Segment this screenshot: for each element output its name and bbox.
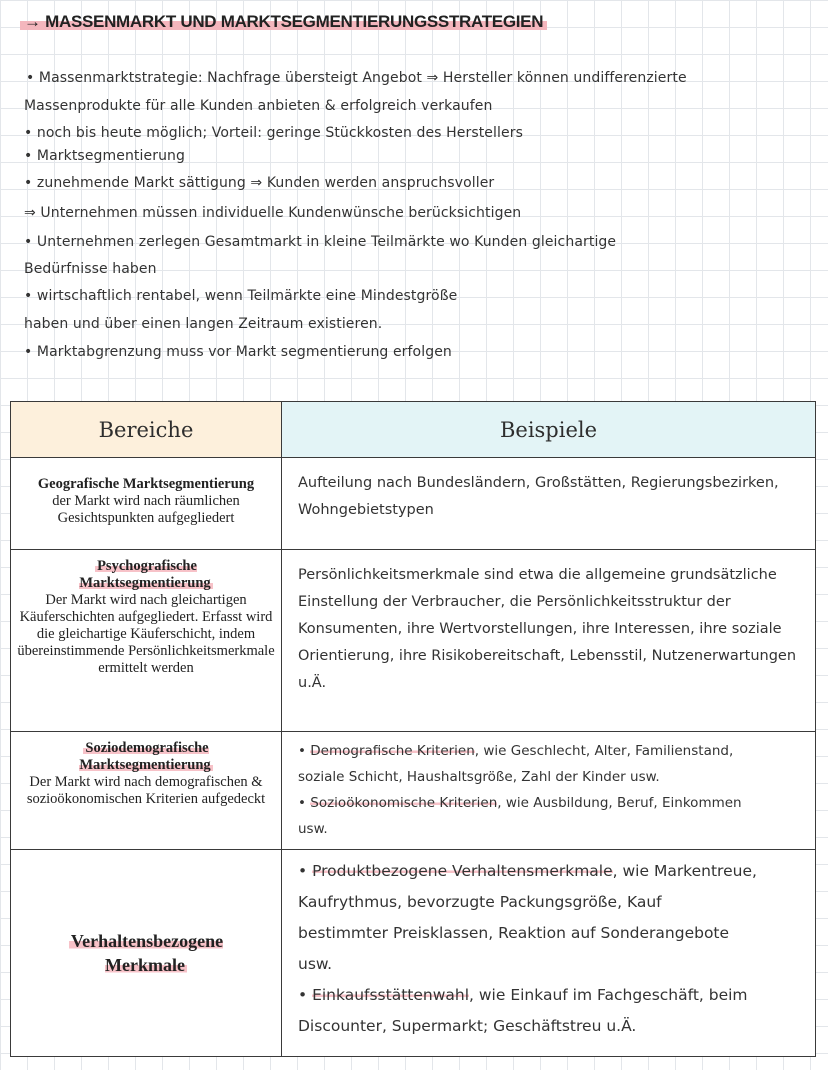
note-line: haben und über einen langen Zeitraum existieren.: [24, 316, 383, 332]
table-row: [11, 850, 816, 1057]
note-line: • Massenmarktstrategie: Nachfrage übersteigt Angebot ⇒ Hersteller können undifferenzierte: [26, 70, 687, 86]
beispiel-cell: [282, 550, 816, 732]
bereich-text: Der Markt wird nach gleichartigen Käuferschichten aufgegliedert. Erfasst wird die gleichartige Käuferschicht, indem übereinstimmende Persönlichkeitsmerkmale ermittelt werden: [17, 592, 275, 676]
bereich-title: Geografische Marktsegmentierung: [37, 476, 255, 492]
demografisch-highlight: Demografische Kriterien: [310, 743, 475, 759]
beispiel-cell: [282, 732, 816, 850]
header-bereiche: Bereiche: [11, 402, 282, 458]
note-line: Massenprodukte für alle Kunden anbieten & erfolgreich verkaufen: [24, 98, 493, 114]
beispiel-line: Kaufrythmus, bevorzugte Packungsgröße, Kauf: [298, 893, 662, 911]
beispiel-line: Persönlichkeitsmerkmale sind etwa die allgemeine grundsätzliche: [298, 567, 777, 583]
bereich-cell: [11, 550, 282, 732]
bereich-text: der Markt wird nach räumlichen Gesichtspunkten aufgegliedert: [52, 493, 240, 526]
note-line: • Marktabgrenzung muss vor Markt segmentierung erfolgen: [24, 344, 452, 360]
note-line: ⇒ Unternehmen müssen individuelle Kundenwünsche berücksichtigen: [24, 205, 522, 221]
beispiel-line: • Produktbezogene Verhaltensmerkmale, wie Markentreue,: [298, 862, 757, 880]
note-line: • wirtschaftlich rentabel, wenn Teilmärkte eine Mindestgröße: [24, 288, 458, 304]
bereich-cell: [11, 458, 282, 550]
beispiel-line: soziale Schicht, Haushaltsgröße, Zahl der Kinder usw.: [298, 769, 660, 785]
soziooekonomisch-highlight: Sozioökonomische Kriterien: [310, 795, 498, 811]
bereich-cell: [11, 850, 282, 1057]
bereich-title: Soziodemografische Marktsegmentierung: [79, 740, 211, 773]
note-line: Bedürfnisse haben: [24, 261, 157, 277]
beispiel-line: bestimmter Preisklassen, Reaktion auf Sonderangebote: [298, 924, 730, 942]
beispiel-line: • Einkaufsstättenwahl, wie Einkauf im Fachgeschäft, beim: [298, 986, 748, 1004]
bereich-cell: [11, 732, 282, 850]
table-row: [11, 458, 816, 550]
note-line: • Marktsegmentierung: [24, 148, 186, 164]
beispiel-line: Aufteilung nach Bundesländern, Großstätten, Regierungsbezirken,: [298, 475, 779, 491]
bereich-title: Psychografische Marktsegmentierung: [79, 558, 211, 591]
beispiel-line: Discounter, Supermarkt; Geschäftstreu u.Ä.: [298, 1017, 637, 1035]
header-beispiele: Beispiele: [282, 402, 816, 458]
beispiel-cell: [282, 850, 816, 1057]
page-title: → MASSENMARKT UND MARKTSEGMENTIERUNGSSTRATEGIEN: [20, 12, 547, 32]
table-header-row: [11, 402, 816, 458]
produktbezogen-highlight: Produktbezogene Verhaltensmerkmale: [312, 862, 613, 880]
beispiel-line: Wohngebietstypen: [298, 502, 434, 518]
beispiel-line: • Sozioökonomische Kriterien, wie Ausbildung, Beruf, Einkommen: [298, 795, 742, 811]
segmentation-table: [10, 401, 816, 1057]
beispiel-line: Einstellung der Verbraucher, die Persönlichkeitsstruktur der: [298, 594, 731, 610]
beispiel-line: usw.: [298, 821, 328, 837]
beispiel-line: • Demografische Kriterien, wie Geschlecht, Alter, Familienstand,: [298, 743, 734, 759]
notes-section: [0, 0, 828, 380]
note-line: • noch bis heute möglich; Vorteil: geringe Stückkosten des Herstellers: [24, 125, 523, 141]
beispiel-line: usw.: [298, 955, 333, 973]
beispiel-line: u.Ä.: [298, 675, 327, 691]
einkaufsstaette-highlight: Einkaufsstättenwahl: [312, 986, 470, 1004]
table-row: [11, 550, 816, 732]
beispiel-line: Orientierung, ihre Risikobereitschaft, Lebensstil, Nutzenerwartungen: [298, 648, 797, 664]
beispiel-cell: [282, 458, 816, 550]
table-row: [11, 732, 816, 850]
note-line: • Unternehmen zerlegen Gesamtmarkt in kleine Teilmärkte wo Kunden gleichartige: [24, 234, 617, 250]
bereich-title: Verhaltensbezogene Merkmale: [70, 931, 224, 975]
bereich-text: Der Markt wird nach demografischen & sozioökonomischen Kriterien aufgedeckt: [26, 774, 266, 807]
beispiel-line: Konsumenten, ihre Wertvorstellungen, ihre Interessen, ihre soziale: [298, 621, 782, 637]
note-line: • zunehmende Markt sättigung ⇒ Kunden werden anspruchsvoller: [24, 175, 495, 191]
